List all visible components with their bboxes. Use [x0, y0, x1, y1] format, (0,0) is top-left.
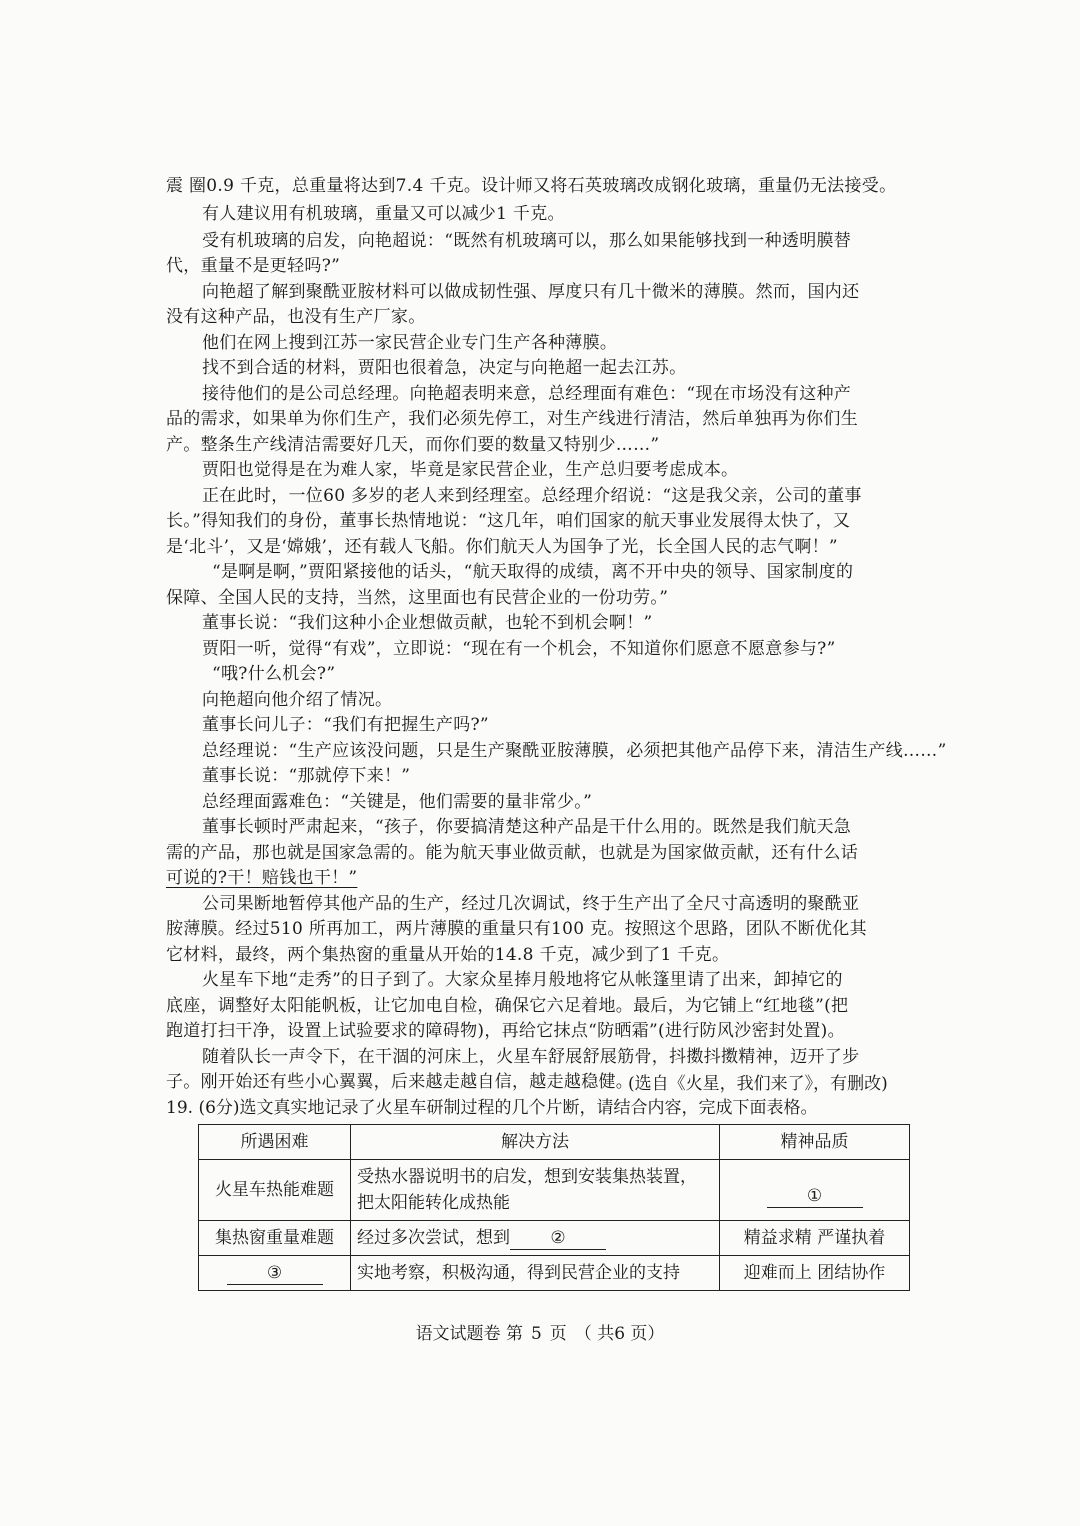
header-method: 解决方法: [351, 1125, 720, 1160]
passage-line: 董事长顿时严肃起来，“孩子，你要搞清楚这种产品是干什么用的。既然是我们航天急: [202, 817, 852, 837]
passage-line: 跑道打扫干净，设置上试验要求的障碍物)，再给它抹点“防晒霜”(进行防风沙密封处置)。: [166, 1021, 845, 1041]
difficulty-cell: [199, 1256, 351, 1291]
method-cell: [351, 1221, 720, 1256]
passage-line: 贾阳一听，觉得“有戏”，立即说：“现在有一个机会，不知道你们愿意不愿意参与?”: [202, 639, 836, 659]
passage-line: 震 圈0.9 千克，总重量将达到7.4 千克。设计师又将石英玻璃改成钢化玻璃，重量仍无法接受。: [166, 176, 897, 196]
footer-total: （ 共6 页）: [574, 1324, 665, 1344]
passage-line: 正在此时，一位60 多岁的老人来到经理室。总经理介绍说：“这是我父亲，公司的董事: [202, 486, 862, 506]
passage-line: 随着队长一声令下，在干涸的河床上，火星车舒展舒展筋骨，抖擞抖擞精神，迈开了步: [202, 1047, 860, 1067]
passage-line: 董事长说：“我们这种小企业想做贡献，也轮不到机会啊！”: [202, 613, 653, 633]
quality-cell: 精益求精 严谨执着: [720, 1221, 910, 1256]
answer-blank-2[interactable]: ②: [510, 1227, 606, 1250]
answer-table: [198, 1124, 910, 1291]
passage-line: 找不到合适的材料，贾阳也很着急，决定与向艳超一起去江苏。: [202, 358, 687, 378]
passage-line: 产。整条生产线清洁需要好几天，而你们要的数量又特别少……”: [166, 435, 660, 455]
footer-page-unit: 页: [549, 1324, 567, 1344]
method-text: 经过多次尝试，想到: [357, 1228, 510, 1248]
passage-line: “哦?什么机会?”: [212, 664, 336, 684]
answer-blank-1[interactable]: ①: [767, 1185, 863, 1208]
table-header-row: [199, 1125, 910, 1160]
method-cell: 实地考察，积极沟通，得到民营企业的支持: [351, 1256, 720, 1291]
passage-line: 总经理说：“生产应该没问题，只是生产聚酰亚胺薄膜，必须把其他产品停下来，清洁生产线……”: [202, 741, 947, 761]
passage-line: 胺薄膜。经过510 所再加工，两片薄膜的重量只有100 克。按照这个思路，团队不断优化其: [166, 919, 867, 939]
passage-line: 向艳超向他介绍了情况。: [202, 690, 393, 710]
footer-page-number: 5: [530, 1324, 542, 1344]
table-row: [199, 1256, 910, 1291]
passage-line: 保障、全国人民的支持，当然，这里面也有民营企业的一份功劳。”: [166, 588, 669, 608]
passage-line: 品的需求，如果单为你们生产，我们必须先停工，对生产线进行清洁，然后单独再为你们生: [166, 409, 858, 429]
page-footer: [0, 1322, 1080, 1346]
quality-cell: [720, 1160, 910, 1221]
difficulty-cell: 火星车热能难题: [199, 1160, 351, 1221]
table-row: [199, 1221, 910, 1256]
answer-blank-3[interactable]: ③: [227, 1262, 323, 1285]
header-quality: 精神品质: [720, 1125, 910, 1160]
passage-line: 有人建议用有机玻璃，重量又可以减少1 千克。: [202, 204, 565, 224]
passage-line: 董事长说：“那就停下来！”: [202, 766, 411, 786]
passage-line: 他们在网上搜到江苏一家民营企业专门生产各种薄膜。: [202, 333, 618, 353]
passage-line: 贾阳也觉得是在为难人家，毕竟是家民营企业，生产总归要考虑成本。: [202, 460, 739, 480]
table-row: [199, 1160, 910, 1221]
quality-cell: 迎难而上 团结协作: [720, 1256, 910, 1291]
passage-line: 火星车下地“走秀”的日子到了。大家众星捧月般地将它从帐篷里请了出来，卸掉它的: [202, 970, 843, 990]
passage-line: 总经理面露难色：“关键是，他们需要的量非常少。”: [202, 792, 593, 812]
passage-line-underlined: 可说的?干！赔钱也干！”: [166, 868, 358, 888]
passage-line: “是啊是啊，”贾阳紧接他的话头，“航天取得的成绩，离不开中央的领导、国家制度的: [212, 562, 854, 582]
method-cell: 受热水器说明书的启发，想到安装集热装置，把太阳能转化成热能: [351, 1160, 720, 1221]
passage-line: 没有这种产品，也没有生产厂家。: [166, 307, 426, 327]
passage-line: 长。”得知我们的身份，董事长热情地说：“这几年，咱们国家的航天事业发展得太快了，又: [166, 511, 851, 531]
passage-source: (选自《火星，我们来了》，有删改): [628, 1074, 888, 1094]
passage-line: 受有机玻璃的启发，向艳超说：“既然有机玻璃可以，那么如果能够找到一种透明膜替: [202, 231, 852, 251]
passage-line: 需的产品，那也就是国家急需的。能为航天事业做贡献，也就是为国家做贡献，还有什么话: [166, 843, 858, 863]
passage-line: 代，重量不是更轻吗?”: [166, 256, 341, 276]
difficulty-cell: 集热窗重量难题: [199, 1221, 351, 1256]
passage-line: 接待他们的是公司总经理。向艳超表明来意，总经理面有难色：“现在市场没有这种产: [202, 384, 852, 404]
passage-line: 子。刚开始还有些小心翼翼，后来越走越自信，越走越稳健。: [166, 1072, 634, 1092]
question-19-prompt: 19. (6分)选文真实地记录了火星车研制过程的几个片断，请结合内容，完成下面表格。: [166, 1098, 818, 1118]
header-difficulty: 所遇困难: [199, 1125, 351, 1160]
passage-line: 是‘北斗’，又是‘嫦娥’，还有载人飞船。你们航天人为国争了光，长全国人民的志气啊！”: [166, 537, 838, 557]
passage-line: 底座，调整好太阳能帆板，让它加电自检，确保它六足着地。最后，为它铺上“红地毯”(把: [166, 996, 849, 1016]
footer-label: 语文试题卷 第: [415, 1324, 523, 1344]
passage-line: 公司果断地暂停其他产品的生产，经过几次调试，终于生产出了全尺寸高透明的聚酰亚: [202, 894, 860, 914]
passage-line: 向艳超了解到聚酰亚胺材料可以做成韧性强、厚度只有几十微米的薄膜。然而，国内还: [202, 282, 860, 302]
passage-line: 董事长问儿子：“我们有把握生产吗?”: [202, 715, 489, 735]
passage-line: 它材料，最终，两个集热窗的重量从开始的14.8 千克，减少到了1 千克。: [166, 945, 730, 965]
